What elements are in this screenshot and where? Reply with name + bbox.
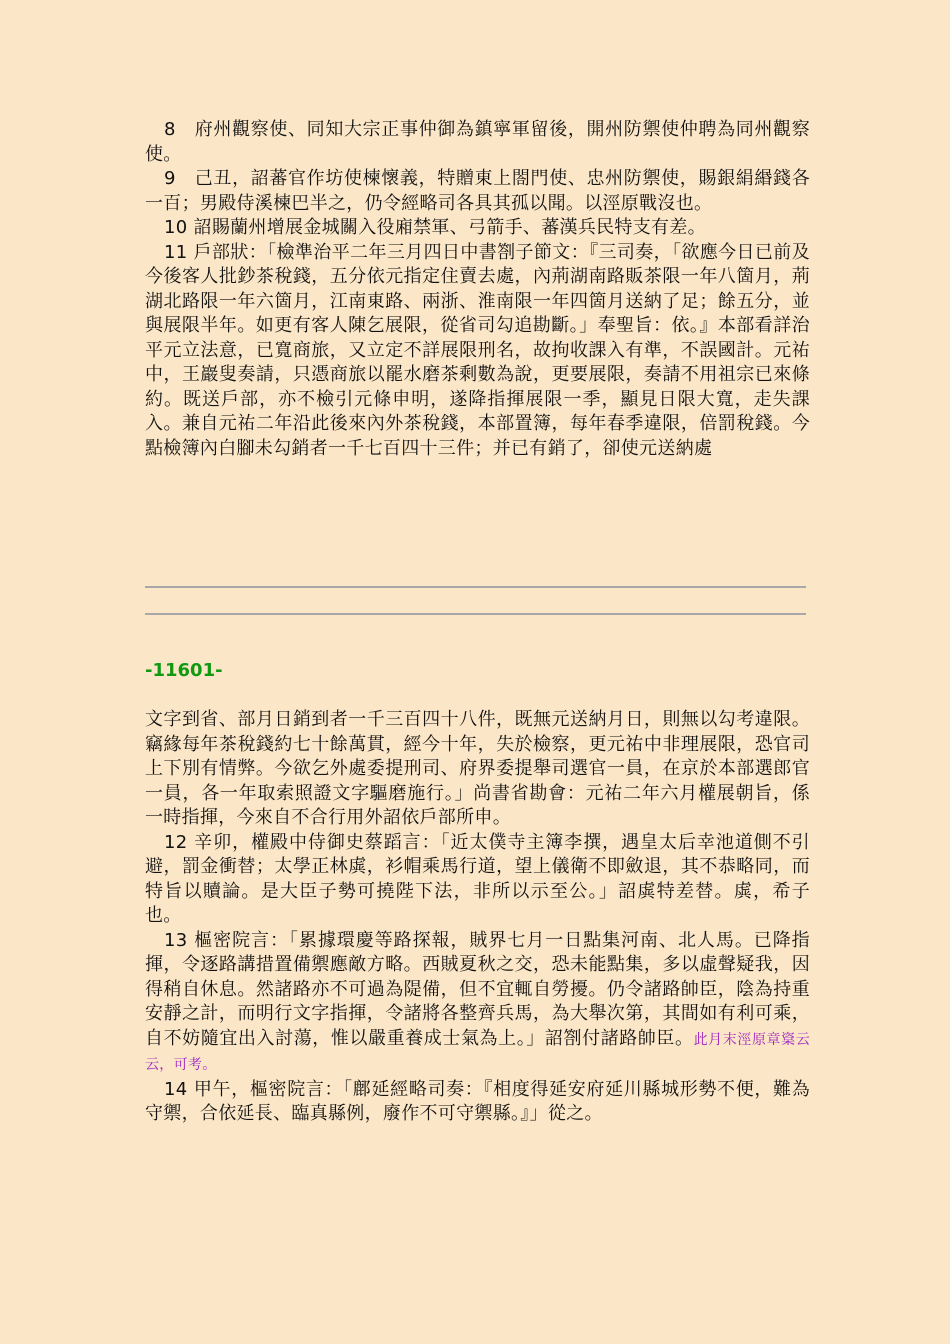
paragraph-13-annotation: 此月末涇原章楶云云，可考。 bbox=[145, 1031, 810, 1073]
paragraph-11: 11 戶部狀：「檢準治平二年三月四日中書劄子節文：『三司奏，「欲應今日已前及今後客人批鈔茶稅錢，五分依元指定住賣去處，內荊湖南路販茶限一年八箇月，荊湖北路限一年六箇月，江南東路、兩浙、淮南限一年四箇月送納了足；餘五分，並與展限半年。如更有客人陳乞展限，從省司勾追勘斷。」奉聖旨：依。』本部看詳治平元立法意，已寬商旅，又立定不詳展限刑名，故拘收課入有準，不誤國計。元祐中，王巖叟奏請，只憑商旅以罷水磨茶剩數為說，更要展限，奏請不用祖宗已來條約。既送戶部，亦不檢引元條申明，遂降指揮展限一季，顯見日限大寬，走失課入。兼自元祐二年沿此後來內外茶稅錢，本部置簿，每年春季違限，倍罰稅錢。今點檢簿內白腳未勾銷者一千七百四十三件；并已有銷了，卻使元送納處 bbox=[145, 241, 810, 459]
paragraph-9: 9 己丑，詔蕃官作坊使楝懷義，特贈東上閤門使、忠州防禦使，賜銀絹緡錢各一百；男殿侍溪楝巴半之，仍令經略司各具其孤以聞。以涇原戰沒也。 bbox=[145, 168, 810, 214]
page-divider-top bbox=[145, 586, 806, 588]
paragraph-8: 8 府州觀察使、同知大宗正事仲御為鎮寧軍留後，開州防禦使仲聘為同州觀察使。 bbox=[145, 119, 810, 165]
lower-page-text bbox=[145, 708, 810, 1127]
paragraph-14: 14 甲午，樞密院言：「鄜延經略司奏：『相度得延安府延川縣城形勢不便，難為守禦，合依延長、臨真縣例，廢作不可守禦縣。』」從之。 bbox=[145, 1078, 810, 1124]
paragraph-continued: 文字到省、部月日銷到者一千三百四十八件，既無元送納月日，則無以勾考違限。竊緣每年茶稅錢約七十餘萬貫，經今十年，失於檢察，更元祐中非理展限，恐官司上下別有情弊。今欲乞外處委提刑司、府界委提舉司選官一員，在京於本部選郎官一員，各一年取索照證文字驅磨施行。」尚書省勘會：元祐二年六月權展朝旨，係一時指揮，今來自不合行用外詔依戶部所申。 bbox=[145, 709, 810, 828]
paragraph-10: 10 詔賜蘭州增展金城關入役廂禁軍、弓箭手、蕃漢兵民特支有差。 bbox=[164, 217, 706, 238]
paragraph-13 bbox=[145, 929, 810, 1078]
page-number: -11601- bbox=[145, 660, 223, 681]
paragraph-12: 12 辛卯，權殿中侍御史蔡蹈言：「近太僕寺主簿李撰，遇皇太后幸池道側不引避，罰金衝替；太學正林虡，衫帽乘馬行道，望上儀衛不即斂退，其不恭略同，而特旨以贖論。是大臣子勢可撓陛下法，非所以示至公。」詔虡特差替。虡，希子也。 bbox=[145, 831, 810, 926]
upper-page-text bbox=[145, 118, 810, 461]
page-divider-bottom bbox=[145, 613, 806, 615]
paragraph-13-text: 13 樞密院言：「累據環慶等路探報，賊界七月一日點集河南、北人馬。已降指揮，令逐路講措置備禦應敵方略。西賊夏秋之交，恐未能點集，多以虛聲疑我，因得稍自休息。然諸路亦不可過為隄備，但不宜輒自勞擾。仍令諸路帥臣，陰為持重安靜之計，而明行文字指揮，令諸將各整齊兵馬，為大舉次第，其間如有利可乘，自不妨隨宜出入討蕩，惟以嚴重養成士氣為上。」詔劄付諸路帥臣。 bbox=[145, 929, 810, 1049]
